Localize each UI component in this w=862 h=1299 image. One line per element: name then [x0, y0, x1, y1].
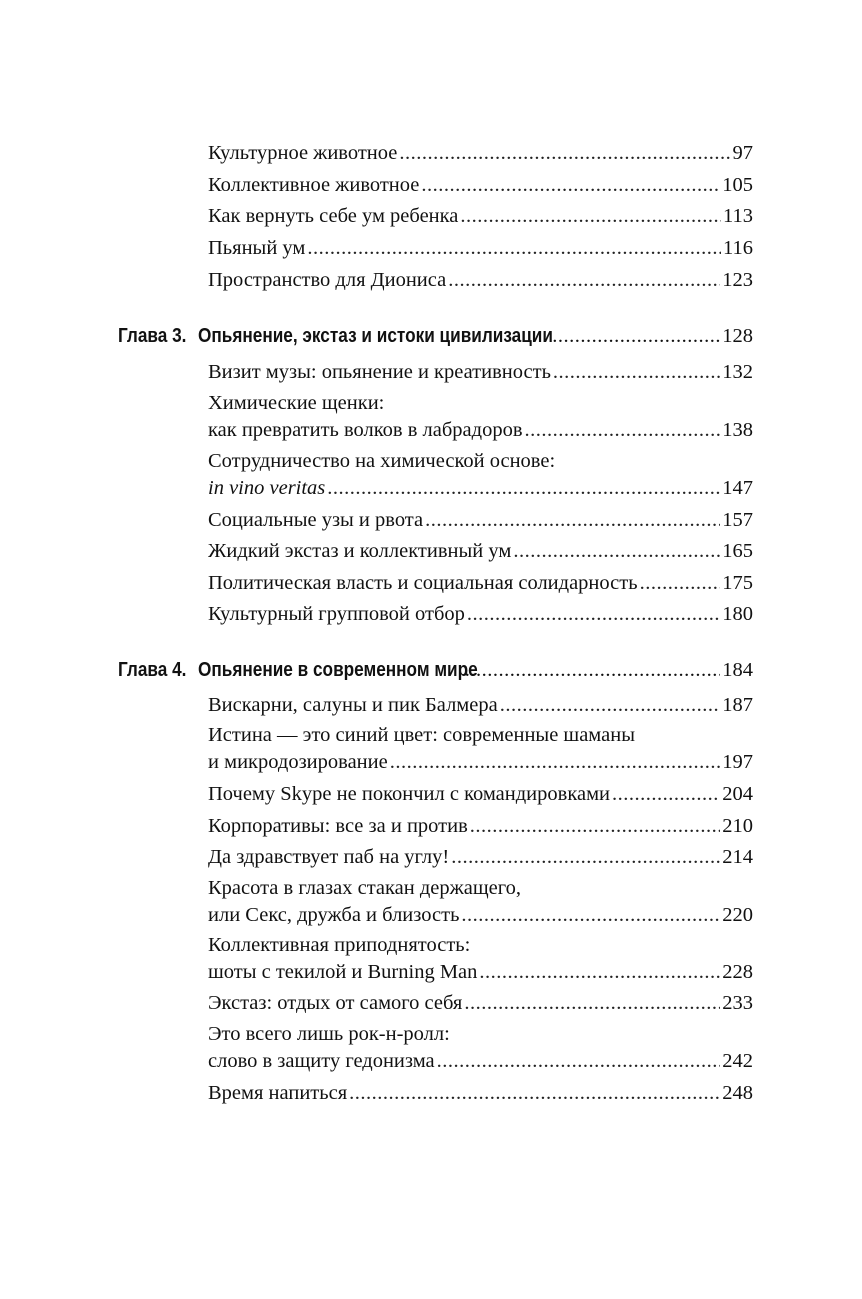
- chapter-number: Глава 4.: [118, 659, 187, 681]
- dot-leader: [552, 325, 720, 348]
- dot-leader: [513, 538, 720, 565]
- toc-entry-title: Пространство для Диониса: [208, 269, 447, 291]
- toc-entry-title: Коллективное животное: [208, 174, 420, 196]
- dot-leader: [307, 235, 721, 262]
- toc-entry: [208, 813, 753, 840]
- toc-entry-page: 105: [722, 174, 753, 196]
- toc-entry: [208, 844, 753, 871]
- dot-leader: [421, 172, 720, 199]
- toc-entry-page: 175: [722, 572, 753, 594]
- toc-entry-title-line1: Красота в глазах стакан держащего,: [208, 877, 522, 899]
- dot-leader: [640, 570, 721, 597]
- toc-entry-title: Визит музы: опьянение и креативность: [208, 361, 551, 383]
- toc-entry: [208, 1080, 753, 1107]
- toc-entry: [208, 781, 753, 808]
- toc-entry-title: Жидкий экстаз и коллективный ум: [208, 540, 512, 562]
- dot-leader: [500, 692, 721, 719]
- toc-entry-title-line1: Коллективная приподнятость:: [208, 934, 471, 956]
- dot-leader: [448, 267, 720, 294]
- toc-entry: [208, 538, 753, 565]
- chapter-page: 184: [722, 659, 753, 681]
- toc-entry-page: 132: [722, 361, 753, 383]
- toc-entry-page: 116: [723, 237, 753, 259]
- toc-entry-page: 165: [722, 540, 753, 562]
- chapter-heading: [118, 659, 753, 689]
- toc-entry: [208, 235, 753, 262]
- dot-leader: [553, 359, 720, 386]
- toc-entry-title: Корпоративы: все за и против: [208, 815, 468, 837]
- toc-entry-title: шоты с текилой и Burning Man: [208, 961, 478, 983]
- toc-entry-page: 138: [722, 419, 753, 441]
- dot-leader: [479, 959, 720, 986]
- dot-leader: [437, 1048, 721, 1075]
- toc-entry-page: 123: [722, 269, 753, 291]
- toc-entry-title: Культурное животное: [208, 142, 398, 164]
- toc-entry: [208, 448, 753, 502]
- dot-leader: [464, 990, 720, 1017]
- toc-entry: [208, 140, 753, 167]
- toc-entry-page: 204: [722, 783, 753, 805]
- chapter-title: Опьянение в современном мире: [197, 659, 478, 681]
- toc-entry-page: 97: [732, 142, 753, 164]
- toc-entry-page: 197: [722, 751, 753, 773]
- toc-entry-title: Время напиться: [208, 1082, 348, 1104]
- dot-leader: [467, 601, 720, 628]
- toc-entry: [208, 875, 753, 929]
- dot-leader: [612, 781, 720, 808]
- toc-entry: [208, 722, 753, 776]
- toc-entry-page: 214: [722, 846, 753, 868]
- toc-entry: [208, 203, 753, 230]
- toc-entry-title: или Секс, дружба и близость: [208, 904, 460, 926]
- toc-entry-title: in vino veritas: [208, 477, 326, 499]
- toc-entry-title: Почему Skype не покончил с командировками: [208, 783, 611, 805]
- toc-entry-page: 180: [722, 603, 753, 625]
- dot-leader: [327, 475, 720, 502]
- dot-leader: [470, 813, 720, 840]
- toc-entry-title: Политическая власть и социальная солидарность: [208, 572, 638, 594]
- toc-entry-title: и микродозирование: [208, 751, 388, 773]
- dot-leader: [451, 844, 720, 871]
- toc-entry-page: 242: [722, 1050, 753, 1072]
- toc-entry-page: 210: [722, 815, 753, 837]
- dot-leader: [399, 140, 730, 167]
- toc-entry-title-line1: Сотрудничество на химической основе:: [208, 450, 556, 472]
- toc-entry: [208, 692, 753, 719]
- chapter-title: Опьянение, экстаз и истоки цивилизации: [197, 325, 553, 347]
- toc-entry: [208, 990, 753, 1017]
- toc-entry: [208, 267, 753, 294]
- toc-entry-page: 233: [722, 992, 753, 1014]
- toc-entry-title: Экстаз: отдых от самого себя: [208, 992, 463, 1014]
- dot-leader: [465, 659, 720, 682]
- toc-entry-title-line1: Химические щенки:: [208, 392, 385, 414]
- toc-entry-page: 187: [722, 694, 753, 716]
- toc-entry-page: 248: [722, 1082, 753, 1104]
- toc-entry-title: Как вернуть себе ум ребенка: [208, 205, 459, 227]
- toc-entry-title: Культурный групповой отбор: [208, 603, 465, 625]
- dot-leader: [349, 1080, 720, 1107]
- toc-entry-page: 228: [722, 961, 753, 983]
- chapter-number: Глава 3.: [118, 325, 187, 347]
- toc-entry-page: 113: [723, 205, 753, 227]
- toc-entry-title: Социальные узы и рвота: [208, 509, 424, 531]
- dot-leader: [525, 417, 721, 444]
- chapter-heading: [118, 325, 753, 355]
- toc-entry-title-line1: Истина — это синий цвет: современные шаманы: [208, 724, 635, 746]
- toc-entry-title: Вискарни, салуны и пик Балмера: [208, 694, 498, 716]
- dot-leader: [461, 902, 720, 929]
- toc-entry: [208, 172, 753, 199]
- toc-entry: [208, 390, 753, 444]
- dot-leader: [460, 203, 721, 230]
- toc-entry-page: 220: [722, 904, 753, 926]
- chapter-page: 128: [722, 325, 753, 347]
- toc-entry-page: 147: [722, 477, 753, 499]
- dot-leader: [425, 507, 720, 534]
- toc-entry: [208, 1021, 753, 1075]
- toc-entry-title: как превратить волков в лабрадоров: [208, 419, 523, 441]
- toc-entry-title-line1: Это всего лишь рок-н-ролл:: [208, 1023, 450, 1045]
- toc-entry-page: 157: [722, 509, 753, 531]
- toc-entry: [208, 359, 753, 386]
- toc-entry: [208, 601, 753, 628]
- toc-entry: [208, 932, 753, 986]
- toc-entry-title: Да здравствует паб на углу!: [208, 846, 450, 868]
- toc-entry-title: Пьяный ум: [208, 237, 306, 259]
- dot-leader: [390, 749, 721, 776]
- toc-entry: [208, 570, 753, 597]
- toc-entry: [208, 507, 753, 534]
- toc-entry-title: слово в защиту гедонизма: [208, 1050, 435, 1072]
